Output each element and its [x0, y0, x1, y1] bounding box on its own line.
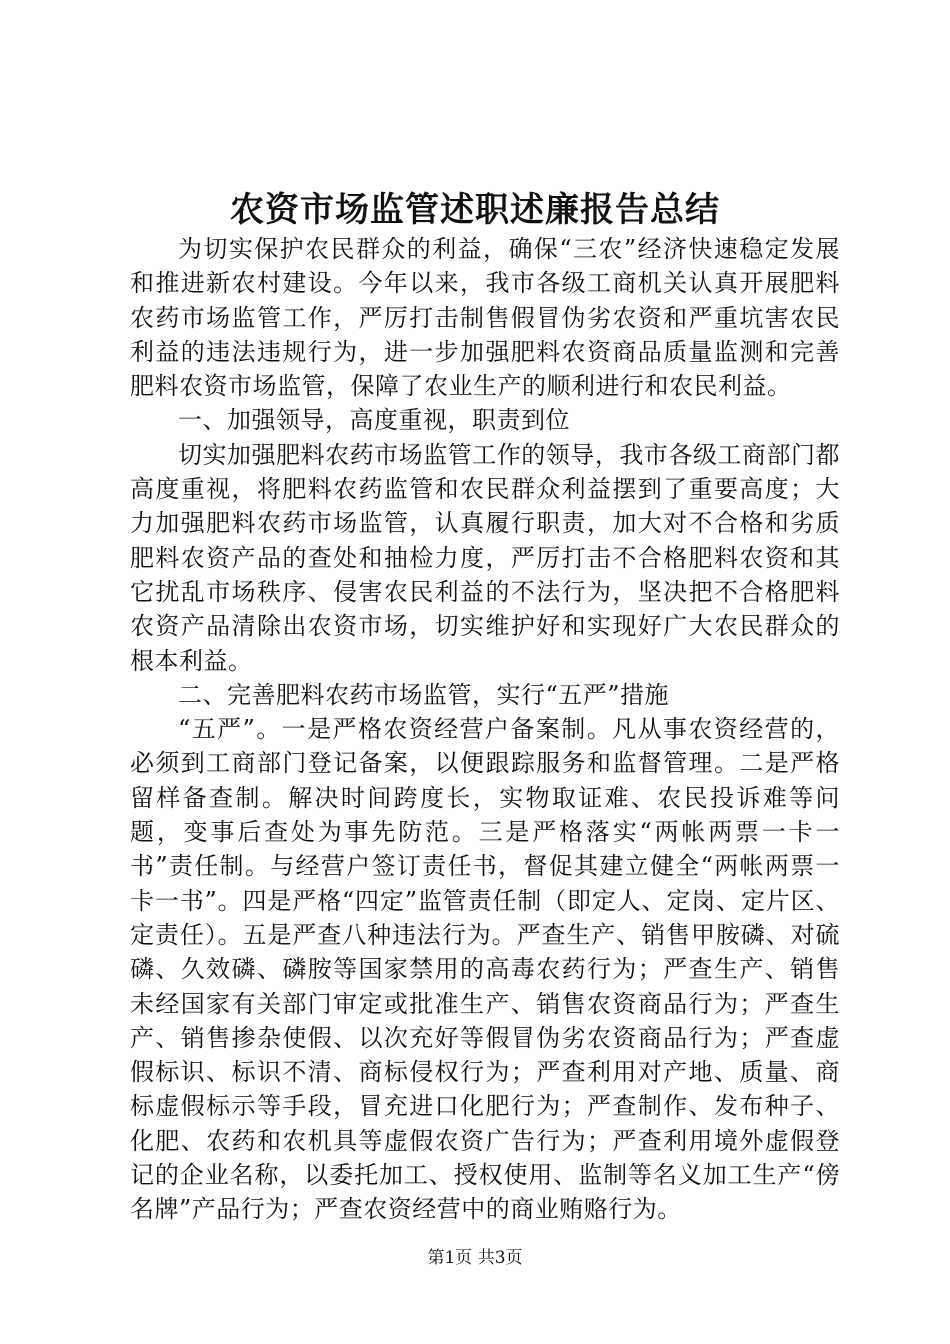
document-body [130, 232, 840, 1227]
page-indicator: 第1页 共3页 [427, 1248, 523, 1268]
section-heading-2: 二、完善肥料农药市场监管，实行“五严”措施 [178, 680, 670, 709]
section-heading-1: 一、加强领导，高度重视，职责到位 [178, 406, 570, 435]
paragraph-section-2: “五严”。一是严格农资经营户备案制。凡从事农资经营的，必须到工商部门登记备案，以便跟踪服务和监督管理。二是严格留样备查制。解决时间跨度长，实物取证难、农民投诉难等问题，变事后查处为事先防范。三是严格落实“两帐两票一卡一书”责任制。与经营户签订责任书，督促其建立健全“两帐两票一卡一书”。四是严格“四定”监管责任制（即定人、定岗、定片区、定责任）。五是严查八种违法行为。严查生产、销售甲胺磷、对硫磷、久效磷、磷胺等国家禁用的高毒农药行为；严查生产、销售未经国家有关部门审定或批准生产、销售农资商品行为；严查生产、销售掺杂使假、以次充好等假冒伪劣农资商品行为；严查虚假标识、标识不清、商标侵权行为；严查利用对产地、质量、商标虚假标示等手段，冒充进口化肥行为；严查制作、发布种子、化肥、农药和农机具等虚假农资广告行为；严查利用境外虚假登记的企业名称，以委托加工、授权使用、监制等名义加工生产“傍名牌”产品行为；严查农资经营中的商业贿赂行为。 [130, 715, 840, 1224]
paragraph-section-1: 切实加强肥料农药市场监管工作的领导，我市各级工商部门都高度重视，将肥料农药监管和农民群众利益摆到了重要高度；大力加强肥料农药市场监管，认真履行职责，加大对不合格和劣质肥料农资产品的查处和抽检力度，严厉打击不合格肥料农资和其它扰乱市场秩序、侵害农民利益的不法行为，坚决把不合格肥料农资产品清除出农资市场，切实维护好和实现好广大农民群众的根本利益。 [130, 440, 840, 675]
paragraph-intro: 为切实保护农民群众的利益，确保“三农”经济快速稳定发展和推进新农村建设。今年以来，我市各级工商机关认真开展肥料农药市场监管工作，严厉打击制售假冒伪劣农资和严重坑害农民利益的违法违规行为，进一步加强肥料农资商品质量监测和完善肥料农资市场监管，保障了农业生产的顺利进行和农民利益。 [130, 235, 840, 401]
document-title: 农资市场监管述职述廉报告总结 [230, 190, 720, 230]
